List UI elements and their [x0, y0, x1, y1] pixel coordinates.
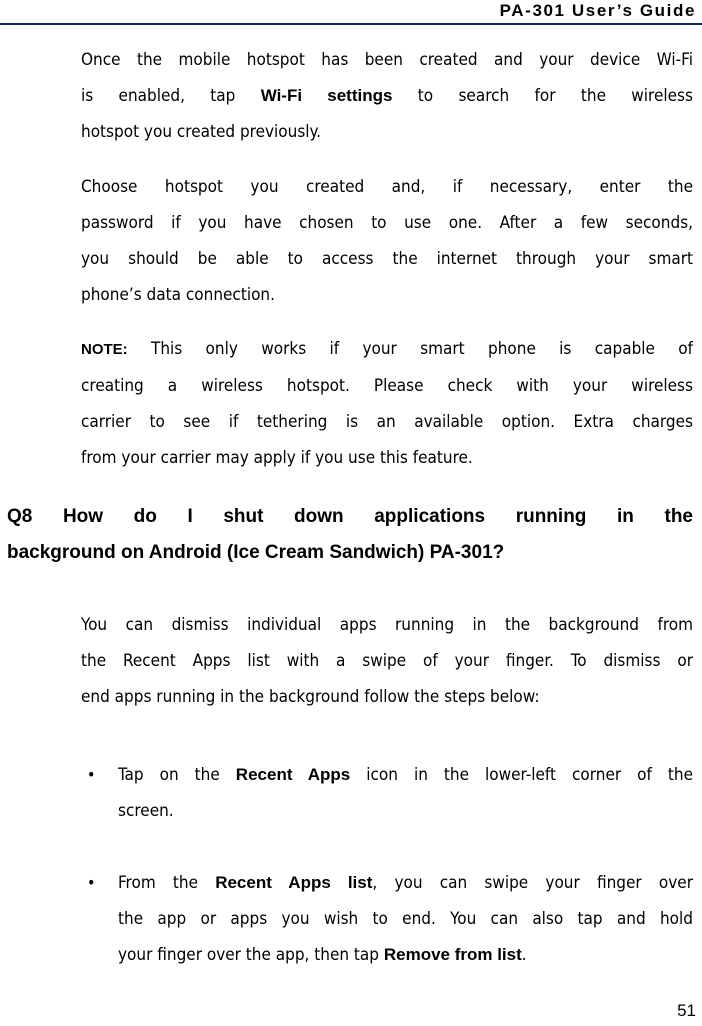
paragraph-line: Choose hotspot you created and, if necessary, enter the — [81, 177, 693, 197]
paragraph-line: Once the mobile hotspot has been created and your device Wi-Fi — [81, 50, 693, 70]
header-divider — [0, 23, 702, 25]
paragraph-line: password if you have chosen to use one. After a few seconds, — [81, 213, 693, 233]
paragraph-line — [118, 865, 693, 901]
paragraph-line: creating a wireless hotspot. Please check with your wireless — [81, 376, 693, 396]
note-label: NOTE: — [81, 341, 128, 358]
paragraph-line: from your carrier may apply if you use this feature. — [81, 448, 473, 468]
paragraph-line: phone’s data connection. — [81, 285, 275, 305]
paragraph-line: you should be able to access the internet through your smart — [81, 249, 693, 269]
text-run: This only works if your smart phone is capable of — [127, 339, 693, 359]
text-run: . — [521, 945, 527, 965]
text-run: your finger over the app, then tap — [118, 945, 384, 965]
paragraph-line — [118, 757, 693, 793]
remove-from-list-term: Remove from list — [383, 945, 522, 964]
document-title: PA-301 User’s Guide — [499, 1, 696, 20]
paragraph-line: carrier to see if tethering is an available option. Extra charges — [81, 412, 693, 432]
bullet-text — [118, 757, 693, 829]
paragraph-line: screen. — [118, 801, 174, 821]
paragraph-line: the app or apps you wish to end. You can also tap and hold — [118, 909, 693, 929]
question-heading — [7, 499, 693, 571]
paragraph-line: end apps running in the background follow the steps below: — [81, 687, 540, 707]
text-run: is enabled, tap — [81, 86, 261, 106]
paragraph-line — [81, 331, 693, 368]
bullet-text — [118, 865, 693, 973]
recent-apps-term: Recent Apps — [235, 765, 351, 784]
paragraph-line: the Recent Apps list with a swipe of your finger. To dismiss or — [81, 651, 693, 671]
text-run: , you can swipe your finger over — [372, 873, 693, 893]
text-run: From the — [118, 873, 216, 893]
answer-paragraph — [81, 607, 693, 715]
paragraph-line: You can dismiss individual apps running in the background from — [81, 615, 693, 635]
text-run: Tap on the — [118, 765, 236, 785]
bullet-icon: • — [87, 873, 96, 892]
paragraph-line — [81, 78, 693, 114]
note-paragraph — [81, 331, 693, 476]
recent-apps-list-term: Recent Apps list — [215, 873, 373, 892]
wifi-settings-term: Wi-Fi settings — [260, 86, 393, 105]
heading-line: background on Android (Ice Cream Sandwich) PA-301? — [7, 542, 505, 563]
heading-line: Q8 How do I shut down applications running in the — [7, 506, 693, 527]
page-number: 51 — [677, 1001, 696, 1020]
bullet-icon: • — [87, 765, 96, 784]
paragraph-line — [118, 937, 693, 973]
text-run: icon in the lower-left corner of the — [350, 765, 693, 785]
paragraph-choose-hotspot — [81, 169, 693, 313]
paragraph-hotspot-connect — [81, 42, 693, 150]
paragraph-line: hotspot you created previously. — [81, 122, 322, 142]
text-run: to search for the wireless — [392, 86, 693, 106]
